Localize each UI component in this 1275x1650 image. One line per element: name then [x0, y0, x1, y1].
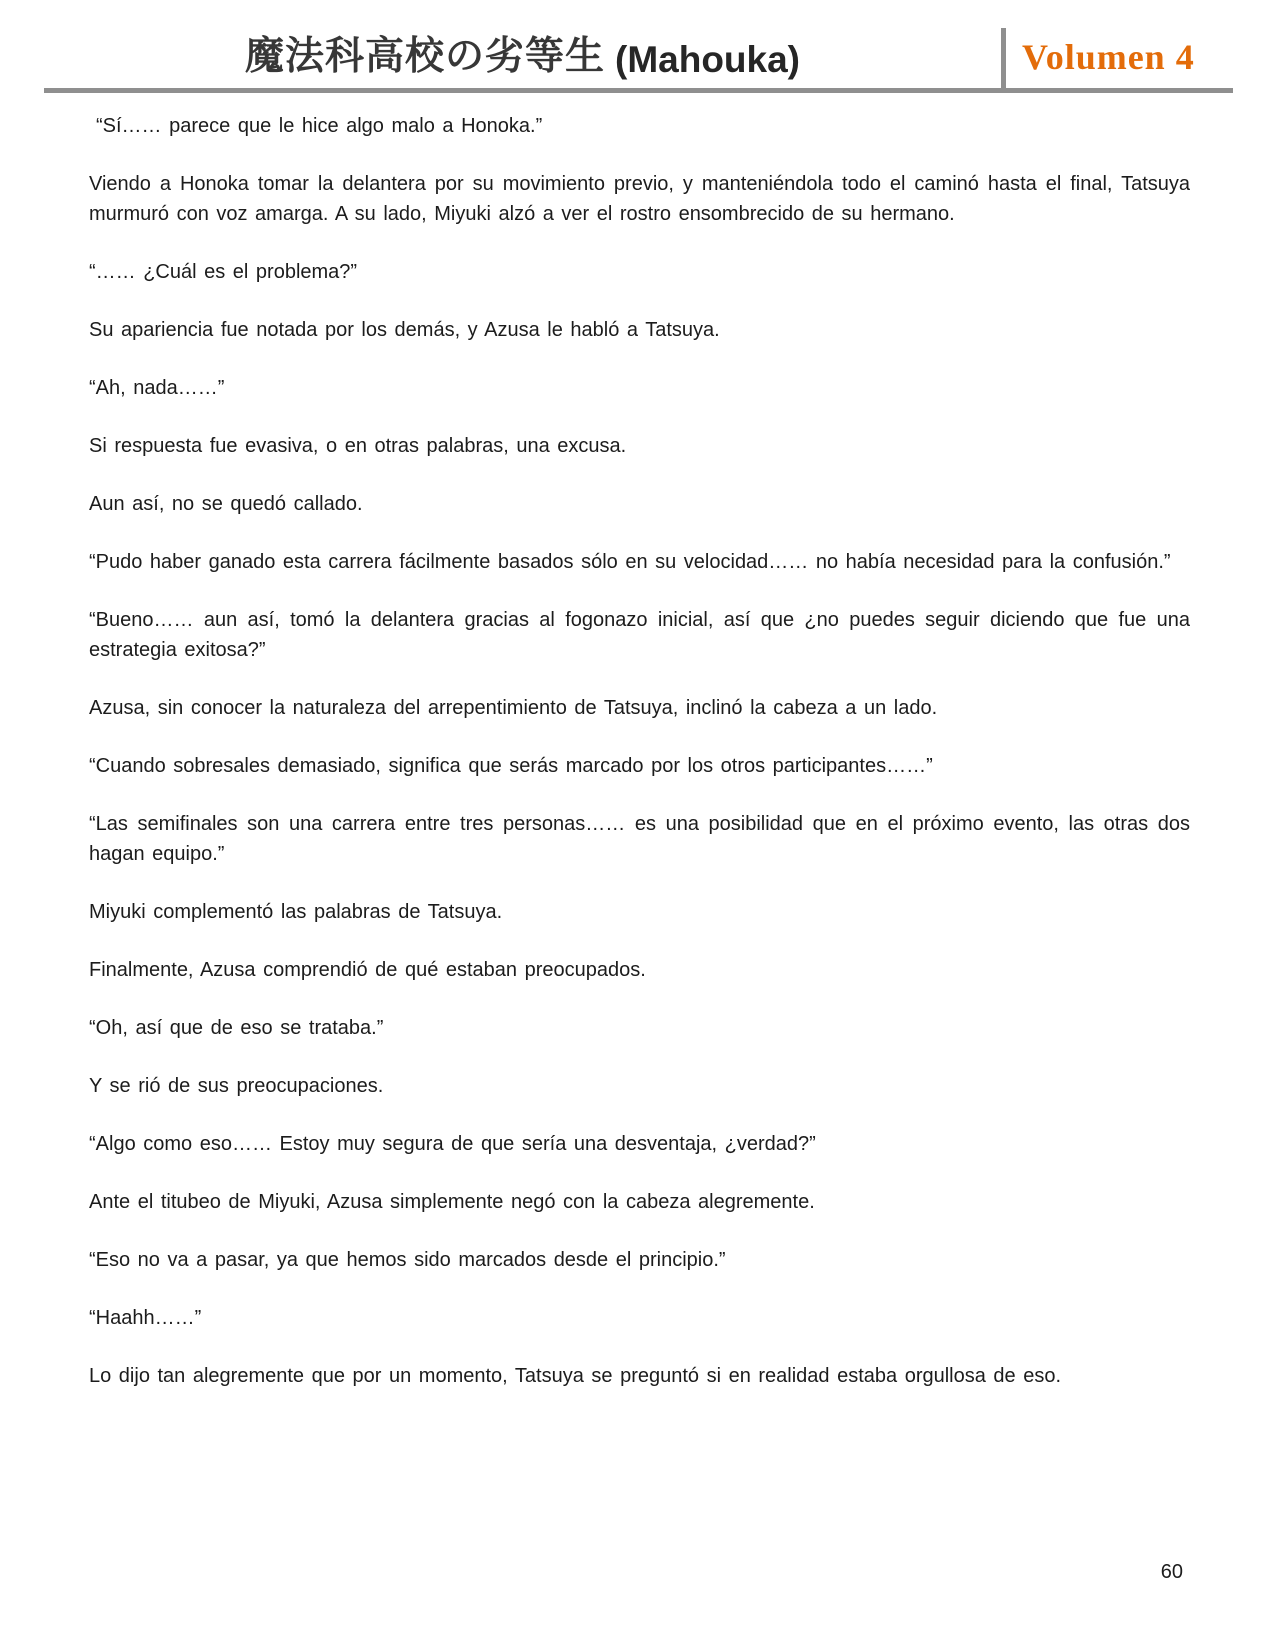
- paragraph: Azusa, sin conocer la naturaleza del arrepentimiento de Tatsuya, inclinó la cabeza a un lado.: [89, 697, 938, 719]
- paragraph: Ante el titubeo de Miyuki, Azusa simplemente negó con la cabeza alegremente.: [89, 1191, 815, 1213]
- volume-label: Volumen 4: [1022, 37, 1195, 77]
- paragraph: “Las semifinales son una carrera entre tres personas…… es una posibilidad que en el próximo evento, las otras dos hagan equipo.”: [89, 813, 1190, 865]
- paragraph: Si respuesta fue evasiva, o en otras palabras, una excusa.: [89, 435, 627, 457]
- paragraph: “Sí…… parece que le hice algo malo a Honoka.”: [96, 115, 543, 137]
- paragraph: “Oh, así que de eso se trataba.”: [89, 1017, 384, 1039]
- paragraph: “Bueno…… aun así, tomó la delantera gracias al fogonazo inicial, así que ¿no puedes seguir diciendo que fue una estrategia exitosa?”: [89, 609, 1190, 661]
- document-body: [89, 111, 1190, 1419]
- paragraph: “Algo como eso…… Estoy muy segura de que sería una desventaja, ¿verdad?”: [89, 1133, 816, 1155]
- book-title-romanized: (Mahouka): [615, 39, 800, 80]
- paragraph: “Haahh……”: [89, 1307, 202, 1329]
- paragraph: Y se rió de sus preocupaciones.: [89, 1075, 384, 1097]
- paragraph: Aun así, no se quedó callado.: [89, 493, 363, 515]
- page-number: 60: [1160, 1561, 1183, 1583]
- paragraph: “Eso no va a pasar, ya que hemos sido marcados desde el principio.”: [89, 1249, 726, 1271]
- book-title: [44, 0, 1001, 88]
- page-header: [44, 0, 1233, 93]
- paragraph: “Cuando sobresales demasiado, significa que serás marcado por los otros participantes……”: [89, 755, 933, 777]
- paragraph: “Pudo haber ganado esta carrera fácilmente basados sólo en su velocidad…… no había necesidad para la confusión.”: [89, 551, 1171, 573]
- paragraph: Miyuki complementó las palabras de Tatsuya.: [89, 901, 503, 923]
- paragraph: Lo dijo tan alegremente que por un momento, Tatsuya se preguntó si en realidad estaba orgullosa de eso.: [89, 1365, 1062, 1387]
- paragraph: “…… ¿Cuál es el problema?”: [89, 261, 358, 283]
- paragraph: Viendo a Honoka tomar la delantera por su movimiento previo, y manteniéndola todo el caminó hasta el final, Tatsuya murmuró con voz amarga. A su lado, Miyuki alzó a ver el rostro ensombrecido de su hermano.: [89, 173, 1190, 225]
- paragraph: Finalmente, Azusa comprendió de qué estaban preocupados.: [89, 959, 646, 981]
- paragraph: Su apariencia fue notada por los demás, y Azusa le habló a Tatsuya.: [89, 319, 720, 341]
- volume-area: [1006, 0, 1233, 88]
- paragraph: “Ah, nada……”: [89, 377, 225, 399]
- book-title-japanese: 魔法科高校の劣等生: [244, 33, 605, 79]
